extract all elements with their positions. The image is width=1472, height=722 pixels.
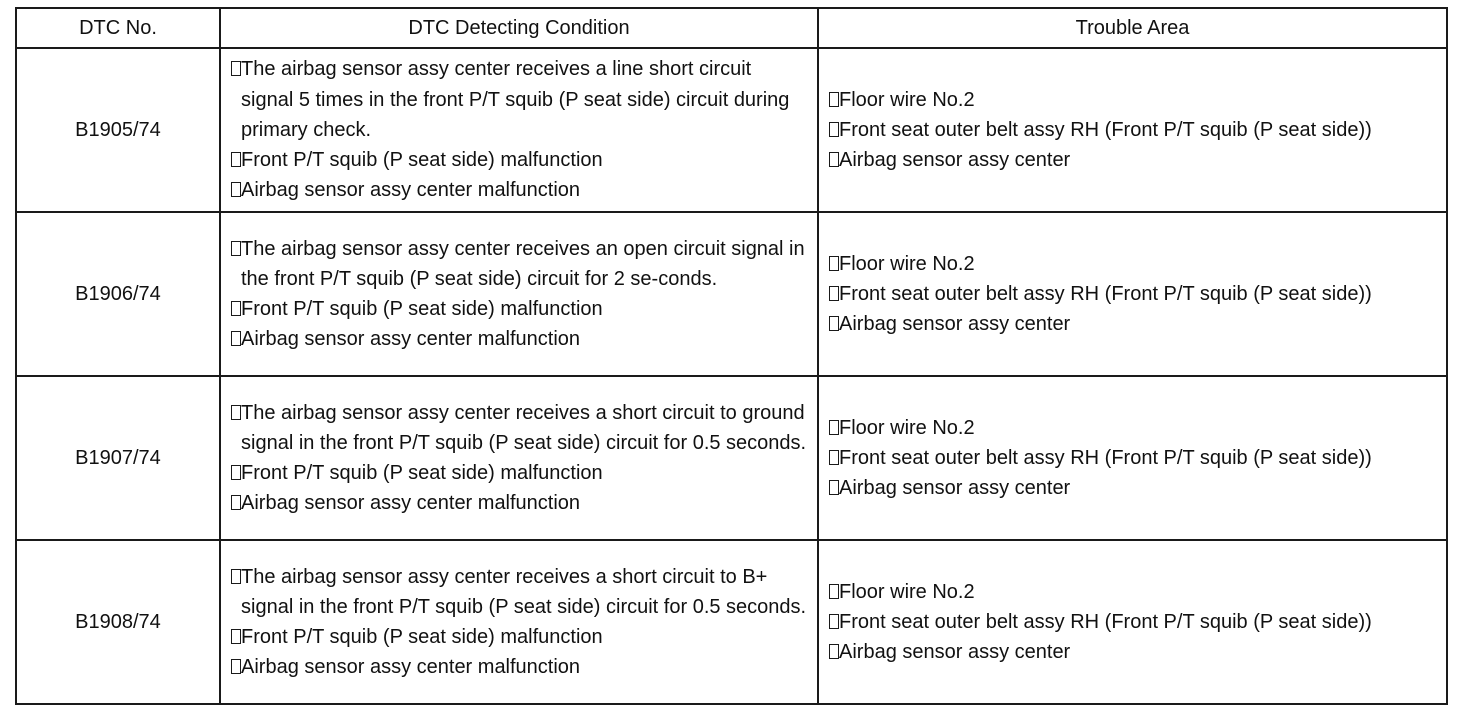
list-item xyxy=(231,458,809,488)
list-item xyxy=(829,637,1446,667)
trouble-area-list xyxy=(819,249,1446,340)
checkbox-square-icon xyxy=(829,584,839,599)
list-item xyxy=(829,145,1446,175)
condition-text: Front P/T squib (P seat side) malfunction xyxy=(241,298,603,320)
trouble-area-text: Airbag sensor assy center xyxy=(839,313,1071,336)
checkbox-square-icon xyxy=(829,92,839,107)
checkbox-square-icon xyxy=(829,152,839,167)
trouble-area-cell xyxy=(818,376,1447,540)
condition-cell xyxy=(220,376,818,540)
trouble-area-text: Floor wire No.2 xyxy=(839,88,975,111)
condition-text: Airbag sensor assy center malfunction xyxy=(241,328,581,351)
trouble-area-cell xyxy=(818,212,1447,376)
list-item xyxy=(231,175,809,205)
header-dtc-no: DTC No. xyxy=(16,8,220,48)
trouble-area-text: Floor wire No.2 xyxy=(839,416,975,439)
checkbox-square-icon xyxy=(231,301,241,316)
list-item xyxy=(829,577,1446,607)
condition-cell xyxy=(220,212,818,376)
checkbox-square-icon xyxy=(231,495,241,510)
trouble-area-list xyxy=(819,413,1446,504)
condition-text: Front P/T squib (P seat side) malfunction xyxy=(241,149,603,172)
trouble-area-text: Front seat outer belt assy RH (Front P/T squib (P seat side)) xyxy=(839,610,1372,633)
checkbox-square-icon xyxy=(231,569,241,584)
condition-text: Airbag sensor assy center malfunction xyxy=(241,492,581,515)
list-item xyxy=(829,85,1446,115)
list-item xyxy=(829,249,1446,279)
checkbox-square-icon xyxy=(231,182,241,197)
condition-text: Front P/T squib (P seat side) malfunction xyxy=(241,626,603,648)
checkbox-square-icon xyxy=(231,405,241,420)
list-item xyxy=(829,413,1446,443)
condition-list xyxy=(221,398,817,519)
trouble-area-text: Airbag sensor assy center xyxy=(839,477,1071,500)
header-detecting-condition: DTC Detecting Condition xyxy=(220,8,818,48)
list-item xyxy=(829,473,1446,503)
table-row xyxy=(16,376,1447,540)
condition-text: The airbag sensor assy center receives an open circuit signal in the front P/T squib (P seat side) circuit for 2 se-conds. xyxy=(241,237,805,290)
list-item xyxy=(231,234,809,294)
condition-text: The airbag sensor assy center receives a short circuit to B+ signal in the front P/T squib (P seat side) circuit for 0.5 seconds. xyxy=(241,565,807,618)
trouble-area-text: Floor wire No.2 xyxy=(839,580,975,603)
checkbox-square-icon xyxy=(829,122,839,137)
list-item xyxy=(231,324,809,354)
trouble-area-text: Airbag sensor assy center xyxy=(839,149,1071,172)
checkbox-square-icon xyxy=(231,241,241,256)
checkbox-square-icon xyxy=(231,152,241,167)
condition-text: The airbag sensor assy center receives a short circuit to ground signal in the front P/T squib (P seat side) circuit for 0.5 seconds. xyxy=(241,401,807,454)
dtc-code: B1905/74 xyxy=(16,48,220,212)
condition-list xyxy=(221,562,817,683)
list-item xyxy=(231,652,809,682)
list-item xyxy=(231,562,809,622)
trouble-area-list xyxy=(819,85,1446,176)
trouble-area-cell xyxy=(818,48,1447,212)
condition-text: Airbag sensor assy center malfunction xyxy=(241,656,581,679)
list-item xyxy=(829,607,1446,637)
list-item xyxy=(829,309,1446,339)
checkbox-square-icon xyxy=(829,644,839,659)
list-item xyxy=(829,115,1446,145)
condition-cell xyxy=(220,48,818,212)
trouble-area-text: Airbag sensor assy center xyxy=(839,641,1071,664)
trouble-area-text: Front seat outer belt assy RH (Front P/T squib (P seat side)) xyxy=(839,118,1372,141)
list-item xyxy=(231,145,809,175)
list-item xyxy=(231,294,809,324)
dtc-code: B1906/74 xyxy=(16,212,220,376)
header-row xyxy=(16,8,1447,48)
list-item xyxy=(829,443,1446,473)
condition-cell xyxy=(220,540,818,704)
list-item xyxy=(231,488,809,518)
trouble-area-text: Front seat outer belt assy RH (Front P/T squib (P seat side)) xyxy=(839,282,1372,305)
checkbox-square-icon xyxy=(829,286,839,301)
trouble-area-text: Floor wire No.2 xyxy=(839,252,975,275)
checkbox-square-icon xyxy=(829,480,839,495)
list-item xyxy=(829,279,1446,309)
checkbox-square-icon xyxy=(231,465,241,480)
dtc-code: B1907/74 xyxy=(16,376,220,540)
trouble-area-list xyxy=(819,577,1446,668)
table-row xyxy=(16,48,1447,212)
condition-text: The airbag sensor assy center receives a line short circuit signal 5 times in the front P/T squib (P seat side) circuit during primary check. xyxy=(241,58,790,141)
trouble-area-text: Front seat outer belt assy RH (Front P/T squib (P seat side)) xyxy=(839,446,1372,469)
condition-text: Airbag sensor assy center malfunction xyxy=(241,179,581,202)
dtc-code: B1908/74 xyxy=(16,540,220,704)
checkbox-square-icon xyxy=(829,420,839,435)
header-trouble-area: Trouble Area xyxy=(818,8,1447,48)
table-row xyxy=(16,540,1447,704)
checkbox-square-icon xyxy=(829,614,839,629)
checkbox-square-icon xyxy=(231,331,241,346)
checkbox-square-icon xyxy=(829,450,839,465)
list-item xyxy=(231,54,809,145)
checkbox-square-icon xyxy=(231,629,241,644)
table-row xyxy=(16,212,1447,376)
checkbox-square-icon xyxy=(829,256,839,271)
checkbox-square-icon xyxy=(829,316,839,331)
condition-list xyxy=(221,54,817,205)
dtc-table xyxy=(15,7,1448,705)
checkbox-square-icon xyxy=(231,659,241,674)
trouble-area-cell xyxy=(818,540,1447,704)
condition-list xyxy=(221,234,817,355)
list-item xyxy=(231,622,809,652)
condition-text: Front P/T squib (P seat side) malfunction xyxy=(241,462,603,484)
list-item xyxy=(231,398,809,458)
checkbox-square-icon xyxy=(231,61,241,76)
